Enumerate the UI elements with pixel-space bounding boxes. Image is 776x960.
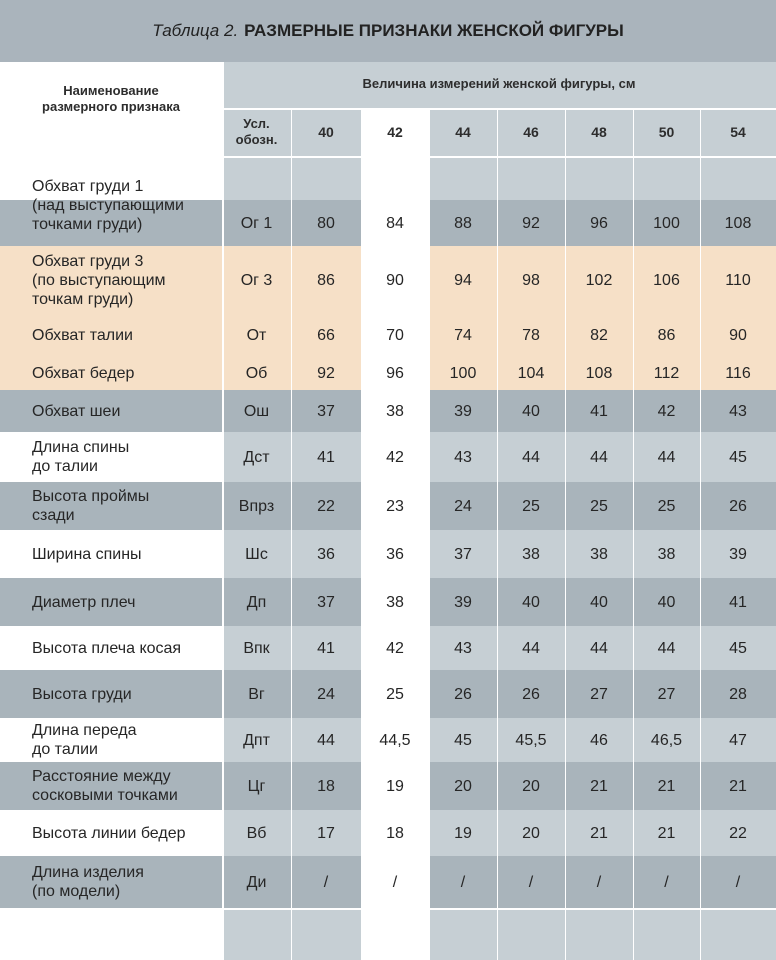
row-value: 38 xyxy=(522,545,540,563)
header-name-label: Наименование размерного признака xyxy=(42,83,180,114)
row-name: Длина переда до талии xyxy=(32,722,137,758)
row-name: Обхват груди 1 (над выступающими точками груди) xyxy=(32,177,184,233)
table-title-number: Таблица 2. xyxy=(152,21,239,40)
row-name: Диаметр плеч xyxy=(32,593,136,611)
row-name: Высота проймы сзади xyxy=(32,488,150,524)
row-value: 20 xyxy=(454,777,472,795)
row-value: 21 xyxy=(657,777,676,795)
row-value: 38 xyxy=(386,402,404,420)
row-abbr: Вб xyxy=(246,824,267,842)
row-value: 86 xyxy=(657,326,676,344)
row-abbr: Впрз xyxy=(238,497,275,515)
header-abbr-label: Усл. обозн. xyxy=(235,116,278,147)
row-name: Высота груди xyxy=(32,685,132,703)
row-value: / xyxy=(323,873,329,891)
row-value: / xyxy=(735,873,741,891)
row-value: 40 xyxy=(522,402,540,420)
row-value: 74 xyxy=(454,326,472,344)
row-value: 28 xyxy=(729,685,747,703)
row-value: / xyxy=(528,873,534,891)
row-divider xyxy=(222,908,776,910)
row-value: 37 xyxy=(317,402,335,420)
row-value: / xyxy=(596,873,602,891)
row-value: 19 xyxy=(454,824,472,842)
row-value: 18 xyxy=(317,777,335,795)
row-name: Высота линии бедер xyxy=(32,824,186,842)
row-value: 20 xyxy=(522,777,540,795)
row-name: Обхват груди 3 (по выступающим точкам груди) xyxy=(32,252,166,308)
row-value: 45 xyxy=(729,448,747,466)
row-value: 25 xyxy=(522,497,540,515)
row-value: 44 xyxy=(657,448,676,466)
row-value: 40 xyxy=(590,593,608,611)
row-value: 24 xyxy=(317,685,335,703)
row-name: Обхват талии xyxy=(32,326,133,344)
row-value: 96 xyxy=(386,364,404,382)
row-value: 21 xyxy=(590,824,608,842)
row-value: 21 xyxy=(729,777,747,795)
row-value: 24 xyxy=(454,497,472,515)
row-value: 84 xyxy=(386,214,404,232)
row-value: 40 xyxy=(522,593,540,611)
row-value: 44 xyxy=(590,448,608,466)
row-value: 39 xyxy=(454,593,472,611)
row-value: / xyxy=(664,873,669,891)
size-header-46: 46 xyxy=(523,123,539,140)
row-value: 82 xyxy=(590,326,608,344)
row-value: 39 xyxy=(729,545,747,563)
row-value: 46,5 xyxy=(650,731,683,749)
row-value: 78 xyxy=(522,326,540,344)
row-value: 98 xyxy=(522,271,540,289)
row-name: Ширина спины xyxy=(32,545,142,563)
row-value: 21 xyxy=(657,824,676,842)
row-value: 41 xyxy=(317,639,335,657)
row-abbr: Ди xyxy=(246,873,267,891)
row-value: 25 xyxy=(590,497,608,515)
row-value: 42 xyxy=(386,639,404,657)
size-header-48: 48 xyxy=(591,123,607,140)
row-value: 43 xyxy=(454,448,472,466)
size-header-44: 44 xyxy=(455,123,471,140)
row-value: 21 xyxy=(590,777,608,795)
row-value: 25 xyxy=(657,497,676,515)
row-value: 44 xyxy=(317,731,335,749)
row-value: 17 xyxy=(317,824,335,842)
row-value: 47 xyxy=(729,731,747,749)
row-name: Длина спины до талии xyxy=(32,439,130,475)
row-divider xyxy=(222,156,776,158)
row-value: 106 xyxy=(653,271,680,289)
row-value: 92 xyxy=(522,214,540,232)
row-value: 90 xyxy=(386,271,404,289)
size-header-50: 50 xyxy=(658,123,675,140)
row-value: 38 xyxy=(590,545,608,563)
row-value: 100 xyxy=(653,214,680,232)
row-value: 27 xyxy=(657,685,676,703)
row-value: 43 xyxy=(729,402,747,420)
row-value: 40 xyxy=(657,593,676,611)
row-value: 90 xyxy=(729,326,747,344)
row-value: 26 xyxy=(729,497,747,515)
row-abbr: Ог 1 xyxy=(240,214,273,232)
row-value: 42 xyxy=(386,448,404,466)
row-value: 44 xyxy=(522,448,540,466)
row-value: / xyxy=(460,873,466,891)
row-value: 92 xyxy=(317,364,335,382)
row-value: 100 xyxy=(449,364,477,382)
row-value: 39 xyxy=(454,402,472,420)
row-value: 41 xyxy=(317,448,335,466)
row-value: 96 xyxy=(590,214,608,232)
row-abbr: Об xyxy=(245,364,268,382)
row-abbr: От xyxy=(246,326,267,344)
header-measure-label: Величина измерений женской фигуры, см xyxy=(362,76,636,91)
row-abbr: Шс xyxy=(245,545,268,563)
row-value: 108 xyxy=(585,364,613,382)
row-value: 46 xyxy=(590,731,608,749)
row-value: 108 xyxy=(724,214,752,232)
row-value: 44,5 xyxy=(379,731,411,749)
row-value: 18 xyxy=(386,824,404,842)
row-value: 25 xyxy=(386,685,404,703)
row-value: 70 xyxy=(386,326,404,344)
row-name: Высота плеча косая xyxy=(32,639,182,657)
row-value: 22 xyxy=(729,824,747,842)
row-abbr: Цг xyxy=(247,777,266,795)
row-value: 104 xyxy=(517,364,545,382)
row-value: 45 xyxy=(729,639,747,657)
row-value: 27 xyxy=(590,685,608,703)
row-value: 23 xyxy=(386,497,404,515)
row-value: 37 xyxy=(317,593,335,611)
row-value: 38 xyxy=(386,593,404,611)
row-name: Расстояние между сосковыми точками xyxy=(32,768,178,804)
row-value: 45,5 xyxy=(515,731,547,749)
row-value: 42 xyxy=(657,402,676,420)
size-header-42: 42 xyxy=(387,123,403,140)
row-value: 94 xyxy=(454,271,472,289)
row-value: 80 xyxy=(317,214,335,232)
row-value: 38 xyxy=(657,545,676,563)
row-value: 66 xyxy=(317,326,335,344)
row-abbr: Вг xyxy=(248,685,265,703)
row-value: 110 xyxy=(725,271,751,289)
row-abbr: Дпт xyxy=(243,731,270,749)
row-value: 44 xyxy=(590,639,608,657)
table-title xyxy=(0,0,776,62)
row-value: 20 xyxy=(522,824,540,842)
table-title-text: РАЗМЕРНЫЕ ПРИЗНАКИ ЖЕНСКОЙ ФИГУРЫ xyxy=(244,21,624,40)
row-value: 44 xyxy=(657,639,676,657)
row-divider xyxy=(0,156,222,158)
row-value: 19 xyxy=(386,777,404,795)
row-value: 36 xyxy=(317,545,335,563)
row-value: 44 xyxy=(522,639,540,657)
row-name: Длина изделия (по модели) xyxy=(32,864,144,900)
size-header-40: 40 xyxy=(318,123,334,140)
row-value: / xyxy=(392,873,398,891)
row-name: Обхват шеи xyxy=(32,402,121,420)
row-value: 41 xyxy=(590,402,608,420)
row-abbr: Ог 3 xyxy=(240,271,273,289)
row-value: 22 xyxy=(317,497,335,515)
row-value: 45 xyxy=(454,731,472,749)
row-value: 86 xyxy=(317,271,335,289)
row-value: 37 xyxy=(454,545,472,563)
row-abbr: Ош xyxy=(243,402,270,420)
row-value: 41 xyxy=(729,593,747,611)
row-value: 88 xyxy=(454,214,472,232)
row-value: 26 xyxy=(522,685,540,703)
row-abbr: Впк xyxy=(243,639,270,657)
row-value: 102 xyxy=(585,271,613,289)
row-value: 116 xyxy=(725,364,751,382)
row-value: 43 xyxy=(454,639,472,657)
row-name: Обхват бедер xyxy=(32,364,135,382)
row-value: 36 xyxy=(386,545,404,563)
row-value: 26 xyxy=(454,685,472,703)
row-value: 112 xyxy=(653,364,680,382)
row-abbr: Дп xyxy=(246,593,267,611)
size-header-54: 54 xyxy=(730,123,746,140)
row-abbr: Дст xyxy=(243,448,270,466)
